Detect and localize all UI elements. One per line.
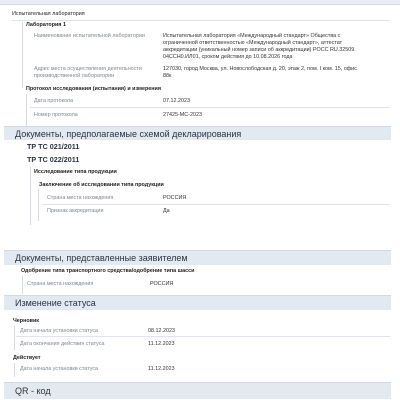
- lab-name-line-1: Испытательная лаборатория «Международный стандарт» Общества с: [163, 33, 341, 39]
- docs-scheme-header: [4, 126, 391, 140]
- lab-address-label-2: производственной лаборатории: [34, 73, 115, 79]
- approval-title: Одобрение типа транспортного средства/одобрение типа шасси: [21, 268, 195, 274]
- divider: [42, 204, 390, 205]
- lab-block-border: [22, 22, 23, 88]
- top-scroll-strip: [0, 0, 400, 5]
- lab-address-label-1: Адрес места осуществления деятельности: [34, 66, 142, 72]
- docs-applicant-header: [4, 250, 391, 265]
- draft-end-label: Дата окончания действия статуса: [20, 341, 105, 347]
- accred-value: Да: [163, 208, 170, 214]
- divider: [12, 20, 390, 21]
- active-border: [14, 363, 15, 377]
- draft-border: [14, 326, 15, 350]
- draft-start-label: Дата начала установки статуса: [20, 328, 99, 334]
- qr-header: [4, 382, 391, 399]
- scheme-country-value: РОССИЯ: [163, 195, 187, 201]
- protocol-number-label: Номер протокола: [34, 112, 78, 118]
- lab-address-line-2: 88к: [163, 73, 172, 79]
- divider: [30, 107, 390, 108]
- draft-start-value: 08.12.2023: [148, 328, 175, 334]
- accred-label: Признак аккредитации: [47, 208, 104, 214]
- tr-021: ТР ТС 021/2011: [27, 142, 80, 151]
- lab-subtitle: Лаборатория 1: [26, 22, 66, 28]
- protocol-date-label: Дата протокола: [34, 98, 74, 104]
- qr-header-text: QR - код: [15, 386, 51, 396]
- lab-name-line-4: 04ССН0.ИЛ01, сроком действия до 10.08.2026 года: [163, 54, 293, 60]
- active-start-value: 11.12.2023: [148, 366, 175, 372]
- applicant-country-label: Страна места нахождения: [27, 281, 94, 287]
- lab-address-line-1: 127030, город Москва, ул. Новослободская д. 20, этаж 2, пом. I ком. 15, офис: [163, 66, 357, 72]
- draft-title: Черновик: [13, 318, 39, 324]
- divider: [16, 336, 390, 337]
- conclusion-title: Заключение об исследовании типа продукции: [39, 182, 164, 188]
- approval-border: [22, 276, 23, 294]
- docs-scheme-header-text: Документы, предполагаемые схемой декларирования: [15, 129, 242, 139]
- research-border: [30, 167, 31, 225]
- status-change-header-text: Изменение статуса: [15, 298, 96, 308]
- active-start-label: Дата начала установки статуса: [20, 366, 99, 372]
- status-change-header: [4, 295, 391, 310]
- protocol-border: [26, 94, 27, 126]
- protocol-title: Протокол исследования (испытания) и измерения: [26, 86, 161, 92]
- lab-name-label: Наименование испытательной лаборатории: [34, 33, 145, 39]
- scheme-country-label: Страна места нахождения: [47, 195, 114, 201]
- tr-022: ТР ТС 022/2011: [27, 155, 80, 164]
- research-title: Исследование типа продукции: [34, 169, 117, 175]
- docs-applicant-header-text: Документы, представленные заявителем: [15, 253, 188, 263]
- protocol-date-value: 07.12.2023: [163, 98, 190, 104]
- lab-name-line-2: ограниченной ответственностью «Международный стандарт», аттестат: [163, 40, 343, 46]
- protocol-number-value: 27425-МС-2023: [163, 112, 202, 118]
- applicant-country-value: РОССИЯ: [150, 281, 174, 287]
- lab-block-title: Испытательная лаборатория: [12, 11, 85, 17]
- draft-end-value: 11.12.2023: [148, 341, 175, 347]
- active-title: Действует: [13, 355, 41, 361]
- lab-name-line-3: аккредитации (уникальный номер записи об аккредитации) POCC RU.32509.: [163, 47, 356, 53]
- conclusion-border: [38, 189, 39, 221]
